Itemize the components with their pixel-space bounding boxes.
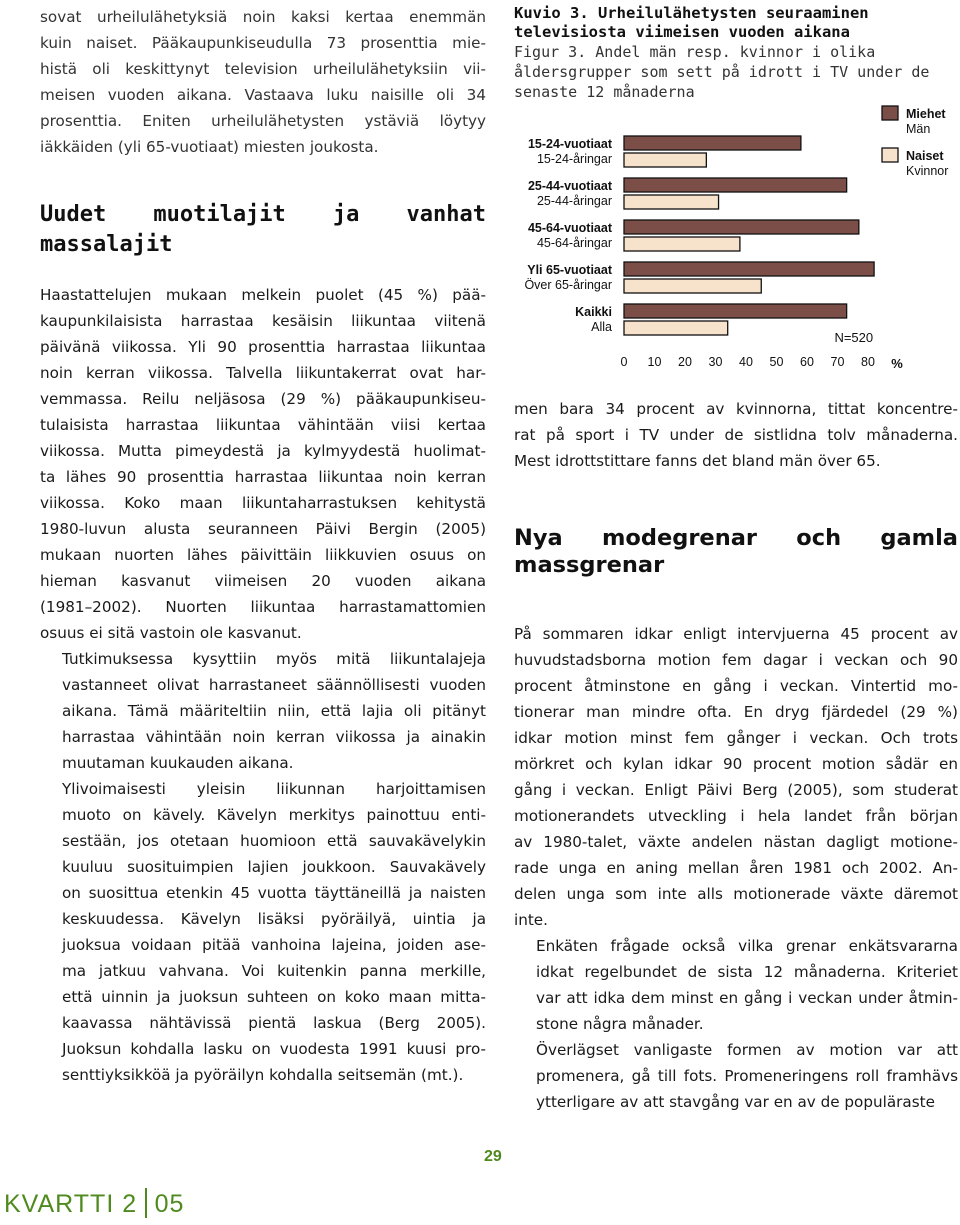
- text-line: av 1980-talet, växte andelen nästan dagligt motione-: [514, 833, 958, 851]
- x-tick-label: 50: [769, 355, 784, 369]
- text-line: kuuluu suosituimpien lajien joukkoon. Sauvakävely: [62, 858, 486, 876]
- x-tick-label: 30: [708, 355, 723, 369]
- intro-text: [40, 4, 486, 160]
- x-tick-label: 70: [830, 355, 845, 369]
- text-line: Tutkimuksessa kysyttiin myös mitä liikuntalajeja: [62, 650, 486, 668]
- text-line: kaupunkilaisista harrastaa kesäisin liikuntaa viitenä: [40, 312, 486, 330]
- body-paragraph: [514, 621, 958, 933]
- text-line: aikana. Tämä määriteltiin niin, että lajia oli pitänyt: [62, 702, 486, 720]
- text-line: stone några månader.: [536, 1015, 704, 1033]
- left-body-text: [40, 282, 486, 1088]
- brand-divider: [145, 1188, 147, 1218]
- right-section-heading: [514, 525, 958, 579]
- text-line: hieman kasvanut viimeisen 20 vuoden aikana: [40, 572, 486, 590]
- text-line: huvudstadsborna motion fem dagar i veckan och 90: [514, 651, 958, 669]
- legend-label-sv: Män: [906, 122, 931, 136]
- caption-finnish-line: Kuvio 3. Urheilulähetysten seuraaminen: [514, 4, 869, 22]
- caption-swedish-line: Figur 3. Andel män resp. kvinnor i olika: [514, 43, 876, 61]
- bar-women: [624, 321, 728, 335]
- text-line: iäkkäiden (yli 65-vuotiaat) miesten joukosta.: [40, 138, 379, 156]
- text-line: Haastattelujen mukaan melkein puolet (45 %) pää-: [40, 286, 486, 304]
- x-tick-label: 20: [678, 355, 692, 369]
- x-unit-label: %: [891, 356, 903, 371]
- text-line: Nya modegrenar och gamla: [514, 524, 958, 551]
- text-line: ta lähes 90 prosenttia harrastaa liikuntaa noin kerran: [40, 468, 486, 486]
- body-paragraph: [40, 646, 486, 776]
- text-line: vemmassa. Reilu neljäsosa (29 %) pääkaupunkiseu-: [40, 390, 486, 408]
- category-label-fi: 15-24-vuotiaat: [527, 137, 612, 151]
- text-line: rade unga en aning mellan åren 1981 och 2002. An-: [514, 859, 958, 877]
- text-line: 1980-luvun alusta seuranneen Päivi Bergin (2005): [40, 520, 486, 538]
- text-line: Juoksun kohdalla lasku on vuodesta 1991 kuusi pro-: [62, 1040, 486, 1058]
- category-label-sv: Över 65-åringar: [524, 278, 612, 292]
- bar-women: [624, 195, 719, 209]
- text-line: on suosittua etenkin 45 vuotta täyttäneillä ja naisten: [62, 884, 486, 902]
- text-line: motionerandets utveckling i hela landet från början: [514, 807, 958, 825]
- text-line: Mest idrottstittare fanns det bland män över 65.: [514, 452, 881, 470]
- brand-issue: 05: [154, 1190, 185, 1218]
- right-body-text: [514, 621, 958, 1115]
- legend-swatch-men: [882, 106, 898, 120]
- bar-men: [624, 136, 801, 150]
- text-line: vastanneet olivat harrastaneet säännöllisesti vuoden: [62, 676, 486, 694]
- category-label-sv: 25-44-åringar: [536, 194, 612, 208]
- text-line: men bara 34 procent av kvinnorna, tittat koncentre-: [514, 400, 958, 418]
- text-line: promenera, gå till fots. Promeneringens roll framhävs: [536, 1067, 958, 1085]
- text-line: Uudet muotilajit ja vanhat: [40, 202, 486, 227]
- right-intro-paragraph: [514, 396, 958, 474]
- category-label-sv: Alla: [591, 320, 612, 334]
- text-line: senttiyksikköä ja pyöräilyn kohdalla seitsemän (mt.).: [62, 1066, 464, 1084]
- figure-caption: [514, 4, 958, 102]
- text-line: prosenttia. Eniten urheilulähetysten ystäviä löytyy: [40, 112, 486, 130]
- left-section-heading: [40, 200, 486, 260]
- bar-chart: [514, 102, 958, 372]
- text-line: viikossa. Koko maan liikuntaharrastuksen kehitystä: [40, 494, 486, 512]
- text-line: På sommaren idkar enligt intervjuerna 45 procent av: [514, 625, 958, 643]
- text-line: gång i veckan. Enligt Päivi Berg (2005), som studerat: [514, 781, 958, 799]
- body-paragraph: [514, 933, 958, 1037]
- bar-men: [624, 262, 874, 276]
- bar-men: [624, 220, 859, 234]
- caption-finnish-line: televisiosta viimeisen vuoden aikana: [514, 23, 850, 41]
- text-line: inte.: [514, 911, 548, 929]
- text-line: rat på sport i TV under de sistlidna tolv månaderna.: [514, 426, 958, 444]
- heading-text: [514, 525, 958, 579]
- left-intro-paragraph: [40, 4, 486, 160]
- text-line: mörkret och kylan idkar 90 procent motion sådär en: [514, 755, 958, 773]
- legend-label-fi: Naiset: [906, 149, 944, 163]
- body-paragraph: [40, 776, 486, 1088]
- text-line: päivänä viikossa. Yli 90 prosenttia harrastaa liikuntaa: [40, 338, 486, 356]
- caption-swedish-line: åldersgrupper som sett på idrott i TV under de: [514, 63, 930, 81]
- text-line: massgrenar: [514, 551, 665, 578]
- text-line: osuus ei sitä vastoin ole kasvanut.: [40, 624, 302, 642]
- category-label-fi: 45-64-vuotiaat: [527, 221, 612, 235]
- legend-label-sv: Kvinnor: [906, 164, 949, 178]
- text-line: muoto on kävely. Kävelyn merkitys painottuu enti-: [62, 806, 486, 824]
- text-line: ytterligare av att stavgång var en av de populäraste: [536, 1093, 935, 1111]
- category-label-sv: 15-24-åringar: [536, 152, 612, 166]
- category-label-sv: 45-64-åringar: [536, 236, 612, 250]
- intro-text: [514, 396, 958, 474]
- text-line: Ylivoimaisesti yleisin liikunnan harjoittamisen: [62, 780, 486, 798]
- text-line: idkar motion minst fem gånger i veckan. Och trots: [514, 729, 958, 747]
- text-line: sestään, jos otetaan huomioon että sauvakävelykin: [62, 832, 486, 850]
- text-line: Enkäten frågade också vilka grenar enkätsvararna: [536, 937, 958, 955]
- text-line: ma jatkuu vahvana. Voi kuitenkin panna merkille,: [62, 962, 486, 980]
- text-line: mukaan nuorten lähes päivittäin liikkuvien osuus on: [40, 546, 486, 564]
- text-line: Överlägset vanligaste formen av motion var att: [536, 1041, 958, 1059]
- text-line: noin kerran viikossa. Talvella liikuntakerrat ovat har-: [40, 364, 486, 382]
- text-line: tulaisista harrastaa liikuntaa vähintään viisi kertaa: [40, 416, 486, 434]
- x-tick-label: 0: [620, 355, 628, 369]
- legend-swatch-women: [882, 148, 898, 162]
- category-label-fi: Yli 65-vuotiaat: [527, 263, 612, 277]
- bar-men: [624, 178, 847, 192]
- legend-label-fi: Miehet: [906, 107, 946, 121]
- body-paragraph: [40, 282, 486, 646]
- text-line: delen unga som inte alls motionerade växte däremot: [514, 885, 958, 903]
- x-tick-label: 40: [739, 355, 753, 369]
- text-line: procent åtminstone en gång i veckan. Vintertid mo-: [514, 677, 958, 695]
- category-label-fi: 25-44-vuotiaat: [527, 179, 612, 193]
- text-line: kaavassa nähtävissä pientä laskua (Berg 2005).: [62, 1014, 486, 1032]
- text-line: meisen vuoden aikana. Vastaava luku naisille oli 34: [40, 86, 486, 104]
- text-line: että uinnin ja juoksun suhteen on koko maan mitta-: [62, 988, 486, 1006]
- bar-women: [624, 279, 761, 293]
- text-line: (1981–2002). Nuorten liikuntaa harrastamattomien: [40, 598, 486, 616]
- x-tick-label: 60: [800, 355, 814, 369]
- bar-women: [624, 153, 706, 167]
- x-tick-label: 10: [647, 355, 662, 369]
- category-label-fi: Kaikki: [575, 305, 612, 319]
- text-line: idkat regelbundet de sista 12 månaderna. Kriteriet: [536, 963, 958, 981]
- magazine-brand: [4, 1188, 184, 1219]
- text-line: tionerar man mindre ofta. En dryg fjärdedel (29 %): [514, 703, 958, 721]
- text-line: histä oli keskittynyt television urheilulähetyksiin vii-: [40, 60, 486, 78]
- body-paragraph: [514, 1037, 958, 1115]
- text-line: keskuudessa. Kävelyn lisäksi pyöräilyä, uintia ja: [62, 910, 486, 928]
- bar-men: [624, 304, 847, 318]
- text-line: sovat urheilulähetyksiä noin kaksi kertaa enemmän: [40, 8, 486, 26]
- text-line: muutaman kuukauden aikana.: [62, 754, 294, 772]
- text-line: massalajit: [40, 232, 173, 257]
- brand-name: KVARTTI 2: [4, 1190, 138, 1218]
- page-number: 29: [484, 1148, 502, 1165]
- caption-swedish-line: senaste 12 månaderna: [514, 83, 695, 101]
- bar-women: [624, 237, 740, 251]
- heading-text: [40, 200, 486, 260]
- right-column: [514, 4, 958, 1115]
- text-line: harrastaa vähintään noin kerran viikossa ja ainakin: [62, 728, 486, 746]
- x-tick-label: 80: [861, 355, 875, 369]
- text-line: var att idka dem minst en gång i veckan under åtmin-: [536, 989, 958, 1007]
- sample-size-note: N=520: [834, 330, 874, 345]
- text-line: kuin naiset. Pääkaupunkiseudulla 73 prosenttia mie-: [40, 34, 486, 52]
- text-line: viikossa. Mutta pimeydestä ja kylmyydestä huolimat-: [40, 442, 486, 460]
- left-column: [40, 4, 486, 1088]
- text-line: juoksua voidaan pitää vanhoina lajeina, joiden ase-: [62, 936, 486, 954]
